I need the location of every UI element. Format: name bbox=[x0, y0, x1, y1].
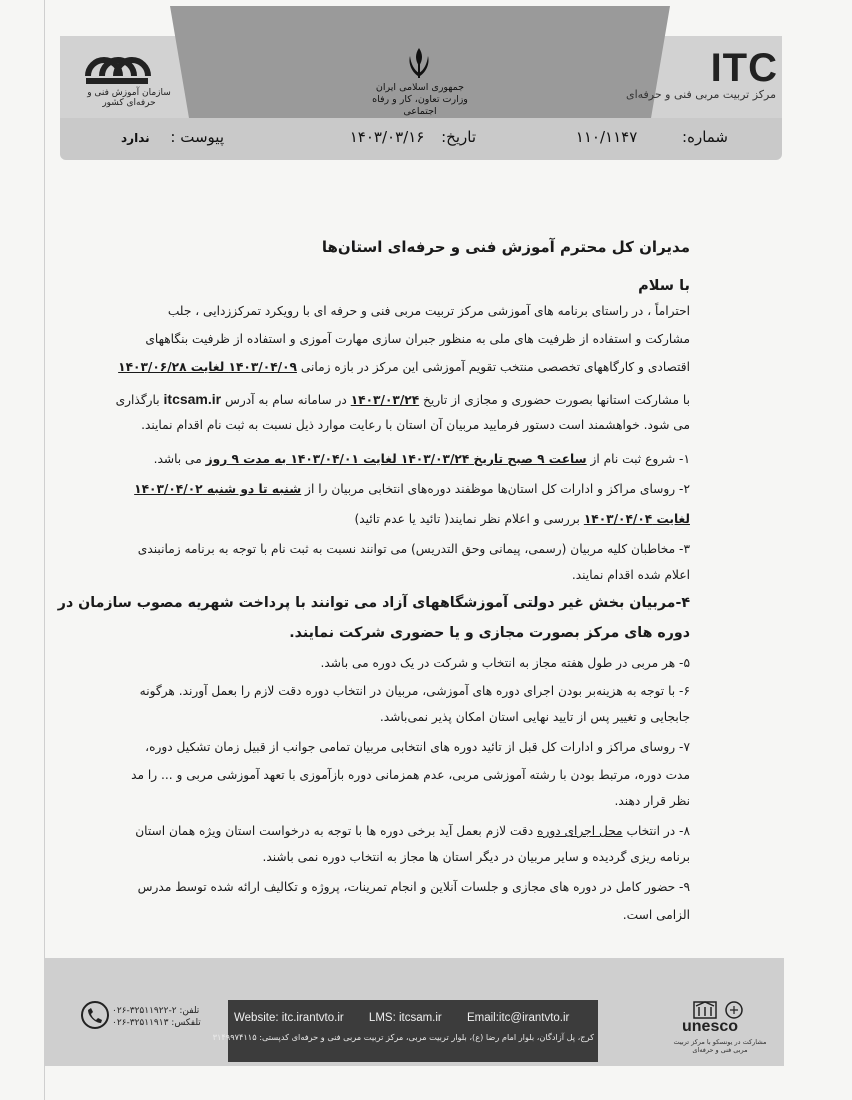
intro-date-range: ۱۴۰۳/۰۴/۰۹ لغایت ۱۴۰۳/۰۶/۲۸ bbox=[118, 360, 297, 374]
list-item bbox=[110, 708, 690, 727]
list-item bbox=[110, 510, 690, 529]
date-value: ۱۴۰۳/۰۳/۱۶ bbox=[349, 128, 425, 146]
addressee: مدیران کل محترم آموزش فنی و حرفه‌ای استان‌ها bbox=[321, 238, 690, 256]
government-line-1: جمهوری اسلامی ایران bbox=[375, 82, 465, 93]
intro-text: می شود. خواهشمند است دستور فرمایید مربیان آن استان با رعایت موارد ذیل نسبت به ثبت نام اقدام نمایند. bbox=[141, 418, 690, 432]
intro-text: مشارکت و استفاده از ظرفیت های ملی به منظور جبران سازی مهارت آموزی و استفاده از ظرفیت بنگاههای bbox=[145, 332, 690, 346]
list-item bbox=[110, 822, 690, 841]
attachment-value: ندارد bbox=[121, 131, 150, 145]
letter-number bbox=[576, 128, 728, 146]
org-name: سازمان آموزش فنی و حرفه‌ای کشور bbox=[87, 88, 171, 108]
item-text: با توجه به هزینه‌بر بودن اجرای دوره های آموزشی، مربیان در انتخاب دوره دقت لازم را بعمل آورند. هرگونه bbox=[139, 684, 680, 698]
itc-subtitle: مرکز تربیت مربی فنی و حرفه‌ای bbox=[625, 88, 776, 101]
item-highlight: محل اجرای دوره bbox=[537, 824, 623, 838]
item-number: ۶- bbox=[679, 684, 690, 698]
list-item bbox=[110, 738, 690, 757]
item-text: برنامه ریزی گردیده و سایر مربیان در دیگر استان ها مجاز به انتخاب دوره نمی باشند. bbox=[262, 850, 690, 864]
item-text: شروع ثبت نام از bbox=[586, 452, 680, 466]
intro-line bbox=[110, 330, 690, 349]
letter-date bbox=[350, 128, 476, 146]
list-item bbox=[110, 624, 690, 643]
item-text: حضور کامل در دوره های مجازی و جلسات آنلاین و انجام تمرینات، پروژه و تکالیف ارائه شده توسط مدرس bbox=[137, 880, 680, 894]
footer-email[interactable]: Email:itc@irantvto.ir bbox=[466, 1012, 570, 1024]
item-number: ۲- bbox=[679, 482, 690, 496]
intro-text: احتراماً ، در راستای برنامه های آموزشی مرکز تربیت مربی فنی و حرفه ای با رویکرد تمرکززدایی ، جلب bbox=[167, 304, 690, 318]
footer-lms[interactable]: LMS: itcsam.ir bbox=[368, 1012, 442, 1024]
phone-number: تلفن: ۲-۳۲۵۱۱۹۲۲-۰۲۶ bbox=[112, 1006, 200, 1016]
unesco-temple-icon bbox=[690, 998, 750, 1020]
phone-icon bbox=[80, 1000, 110, 1030]
item-number: ۱- bbox=[679, 452, 690, 466]
unesco-logo: unesco bbox=[682, 1018, 739, 1035]
item-text: مدت دوره، مرتبط بودن با رشته آموزشی مربی، عدم همزمانی دوره بازآموزی با تعهد آموزشی مربی و ... را مد bbox=[131, 768, 690, 782]
list-item bbox=[110, 540, 690, 559]
intro-text: بارگذاری bbox=[115, 393, 164, 407]
item-text: نظر قرار دهند. bbox=[614, 794, 690, 808]
intro-line bbox=[110, 390, 690, 410]
item-text: روسای مراکز و ادارات کل قبل از تائید دوره های انتخابی مربیان تمامی جوانب از قبیل زمان تشکیل دوره، bbox=[145, 740, 680, 754]
number-value: ۱۱۰/۱۱۴۷ bbox=[575, 128, 638, 146]
intro-text: با مشارکت استانها بصورت حضوری و مجازی از تاریخ bbox=[419, 393, 690, 407]
intro-text: در سامانه سام به آدرس bbox=[221, 393, 351, 407]
tvto-logo-icon bbox=[82, 46, 152, 88]
greeting: با سلام bbox=[638, 278, 690, 294]
date-label: تاریخ: bbox=[441, 128, 476, 146]
list-item bbox=[110, 792, 690, 811]
list-item bbox=[110, 654, 690, 673]
unesco-subtitle: مشارکت در یونسکو با مرکز تربیت مربی فنی و حرفه‌ای bbox=[673, 1038, 767, 1054]
item-text: مربیان بخش غیر دولتی آموزشگاههای آزاد می توانند با پرداخت شهریه مصوب سازمان در bbox=[57, 595, 676, 611]
list-item bbox=[110, 450, 690, 469]
list-item bbox=[57, 594, 690, 613]
number-label: شماره: bbox=[682, 128, 728, 146]
fax-number: تلفکس: ۳۲۵۱۱۹۱۳-۰۲۶ bbox=[112, 1018, 201, 1028]
letterhead bbox=[60, 6, 782, 156]
list-item bbox=[110, 566, 690, 585]
item-text: جابجایی و تغییر پس از تایید نهایی استان امکان پذیر نمی‌باشد. bbox=[379, 710, 690, 724]
attachment-label: پیوست : bbox=[170, 128, 224, 146]
item-text: الزامی است. bbox=[622, 908, 690, 922]
list-item bbox=[110, 766, 690, 785]
letter-attachment bbox=[121, 128, 224, 146]
footer-website[interactable]: Website: itc.irantvto.ir bbox=[234, 1012, 344, 1024]
intro-line bbox=[110, 358, 690, 377]
list-item bbox=[110, 878, 690, 897]
item-text: اعلام شده اقدام نمایند. bbox=[571, 568, 690, 582]
intro-start-date: ۱۴۰۳/۰۳/۲۴ bbox=[350, 393, 420, 407]
item-number: ۳- bbox=[679, 542, 690, 556]
item-highlight: شنبه تا دو شنبه ۱۴۰۳/۰۴/۰۲ bbox=[134, 482, 302, 496]
item-number: ۸- bbox=[679, 824, 690, 838]
item-text: مخاطبان کلیه مربیان (رسمی، پیمانی وحق التدریس) می توانند نسبت به ثبت نام با توجه به برنامه زمانبندی bbox=[137, 542, 680, 556]
government-line-2: وزارت تعاون، کار و رفاه اجتماعی bbox=[372, 94, 468, 117]
item-text: می باشد. bbox=[153, 452, 206, 466]
list-item bbox=[110, 906, 690, 925]
item-number: ۴- bbox=[675, 595, 690, 611]
item-highlight: لغایت ۱۴۰۳/۰۴/۰۴ bbox=[583, 512, 690, 526]
intro-line bbox=[110, 416, 690, 435]
scan-edge bbox=[44, 0, 45, 1100]
itc-logo: ITC bbox=[710, 46, 778, 90]
item-text: روسای مراکز و ادارات کل استان‌ها موظفند دوره‌های انتخابی مربیان را از bbox=[301, 482, 680, 496]
intro-website: itcsam.ir bbox=[163, 391, 222, 407]
item-text: دوره های مرکز بصورت مجازی و یا حضوری شرکت نمایند. bbox=[289, 625, 690, 641]
item-text: بررسی و اعلام نظر نمایند( تائید یا عدم تائید) bbox=[354, 512, 584, 526]
item-text: در انتخاب bbox=[622, 824, 680, 838]
footer-phone bbox=[112, 1005, 201, 1029]
item-text: هر مربی در طول هفته مجاز به انتخاب و شرکت در یک دوره می باشد. bbox=[320, 656, 680, 670]
intro-text: اقتصادی و کارگاههای تخصصی منتخب تقویم آموزشی این مرکز در بازه زمانی bbox=[296, 360, 690, 374]
item-number: ۹- bbox=[679, 880, 690, 894]
footer-contact-bar bbox=[212, 1000, 598, 1062]
list-item bbox=[110, 848, 690, 867]
intro-line bbox=[110, 302, 690, 321]
list-item bbox=[110, 480, 690, 499]
government-title bbox=[360, 82, 480, 118]
list-item bbox=[110, 682, 690, 701]
item-highlight: ساعت ۹ صبح تاریخ ۱۴۰۳/۰۳/۲۴ لغایت ۱۴۰۳/۰۴/۰۱ به مدت ۹ روز bbox=[205, 452, 587, 466]
footer-address: کرج، پل آزادگان، بلوار امام رضا (ع)، بلوار تربیت مربی، مرکز تربیت مربی فنی و حرفه‌ای کدپستی: ۳۱۴۹۹۷۴۱۱۵ bbox=[212, 1032, 594, 1042]
iran-emblem-icon bbox=[406, 46, 432, 80]
item-number: ۵- bbox=[679, 656, 690, 670]
item-text: دقت لازم بعمل آید برخی دوره ها با توجه به درخواست استان ویژه همان استان bbox=[135, 824, 538, 838]
item-number: ۷- bbox=[679, 740, 690, 754]
footer-links bbox=[234, 1012, 594, 1024]
